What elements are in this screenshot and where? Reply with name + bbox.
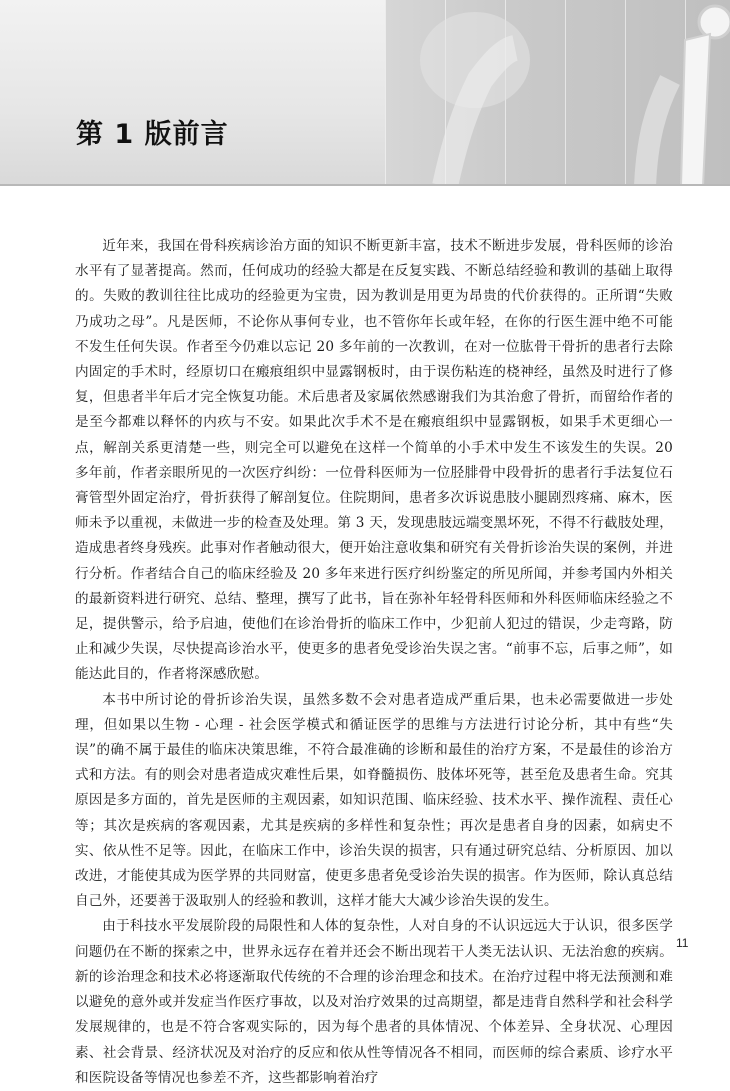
hip-implant-xray-image [385, 0, 730, 186]
paragraph: 本书中所讨论的骨折诊治失误，虽然多数不会对患者造成严重后果，也未必需要做进一步处理，但如果以生物 - 心理 - 社会医学模式和循证医学的思维与方法进行讨论分析，其中有些“失误”的确不属于最佳的临床决策思维，不符合最准确的诊断和最佳的治疗方案，不是最佳的诊治方式和方法。有的则会对患者造成灾难性后果，如脊髓损伤、肢体坏死等，甚至危及患者生命。究其原因是多方面的，首先是医师的主观因素，如知识范围、临床经验、技术水平、操作流程、责任心等；其次是疾病的客观因素，尤其是疾病的多样性和复杂性；再次是患者自身的因素，如病史不实、依从性不足等。因此，在临床工作中，诊治失误的损害，只有通过研究总结、分析原因、加以改进，才能使其成为医学界的共同财富，使更多患者免受诊治失误的损害。作为医师，除认真总结自己外，还要善于汲取别人的经验和教训，这样才能大大减少诊治失误的发生。 [75, 691, 673, 910]
paragraph: 由于科技水平发展阶段的局限性和人体的复杂性，人对自身的不认识远远大于认识，很多医学问题仍在不断的探索之中，世界永远存在着并还会不断出现若干人类无法认识、无法治愈的疾病。新的诊治理念和技术必将逐渐取代传统的不合理的诊治理念和技术。在治疗过程中将无法预测和难以避免的意外或并发症当作医疗事故，以及对治疗效果的过高期望，都是违背自然科学和社会科学发展规律的，也是不符合客观实际的，因为每个患者的具体情况、个体差异、全身状况、心理因素、社会背景、经济状况及对治疗的反应和依从性等情况各不相同，而医师的综合素质、诊疗水平和医院设备等情况也参差不齐，这些都影响着治疗 [75, 918, 673, 1086]
chapter-header-banner [0, 0, 730, 186]
paragraph: 近年来，我国在骨科疾病诊治方面的知识不断更新丰富，技术不断进步发展，骨科医师的诊治水平有了显著提高。然而，任何成功的经验大都是在反复实践、不断总结经验和教训的基础上取得的。失败的教训往往比成功的经验更为宝贵，因为教训是用更为昂贵的代价获得的。正所谓“失败乃成功之母”。凡是医师，不论你从事何专业，也不管你年长或年轻，在你的行医生涯中绝不可能不发生任何失误。作者至今仍难以忘记 20 多年前的一次教训，在对一位肱骨干骨折的患者行去除内固定的手术时，经原切口在瘢痕组织中显露钢板时，由于误伤粘连的桡神经，虽然及时进行了修复，但患者半年后才完全恢复功能。术后患者及家属依然感谢我们为其治愈了骨折，而留给作者的是至今都难以释怀的内疚与不安。如果此次手术不是在瘢痕组织中显露钢板，如果手术更细心一点，解剖关系更清楚一些，则完全可以避免在这样一个简单的小手术中发生不该发生的失误。20 多年前，作者亲眼所见的一次医疗纠纷：一位骨科医师为一位胫腓骨中段骨折的患者行手法复位石膏管型外固定治疗，骨折获得了解剖复位。住院期间，患者多次诉说患肢小腿剧烈疼痛、麻木，医师未予以重视，未做进一步的检查及处理。第 3 天，发现患肢远端变黑坏死，不得不行截肢处理，造成患者终身残疾。此事对作者触动很大，便开始注意收集和研究有关骨折诊治失误的案例，并进行分析。作者结合自己的临床经验及 20 多年来进行医疗纠纷鉴定的所见所闻，并参考国内外相关的最新资料进行研究、总结、整理，撰写了此书，旨在弥补年轻骨科医师和外科医师临床经验之不足，提供警示，给予启迪，使他们在诊治骨折的临床工作中，少犯前人犯过的错误，少走弯路，防止和减少失误，尽快提高诊治水平，使更多的患者免受诊治失误之害。“前事不忘，后事之师”，如能达此目的，作者将深感欣慰。 [75, 238, 673, 683]
header-divider [0, 184, 730, 186]
page-title: 第 1 版前言 [76, 119, 229, 150]
preface-body [75, 234, 673, 1091]
page-number: 11 [676, 936, 689, 950]
xray-photo-strip [385, 0, 730, 186]
